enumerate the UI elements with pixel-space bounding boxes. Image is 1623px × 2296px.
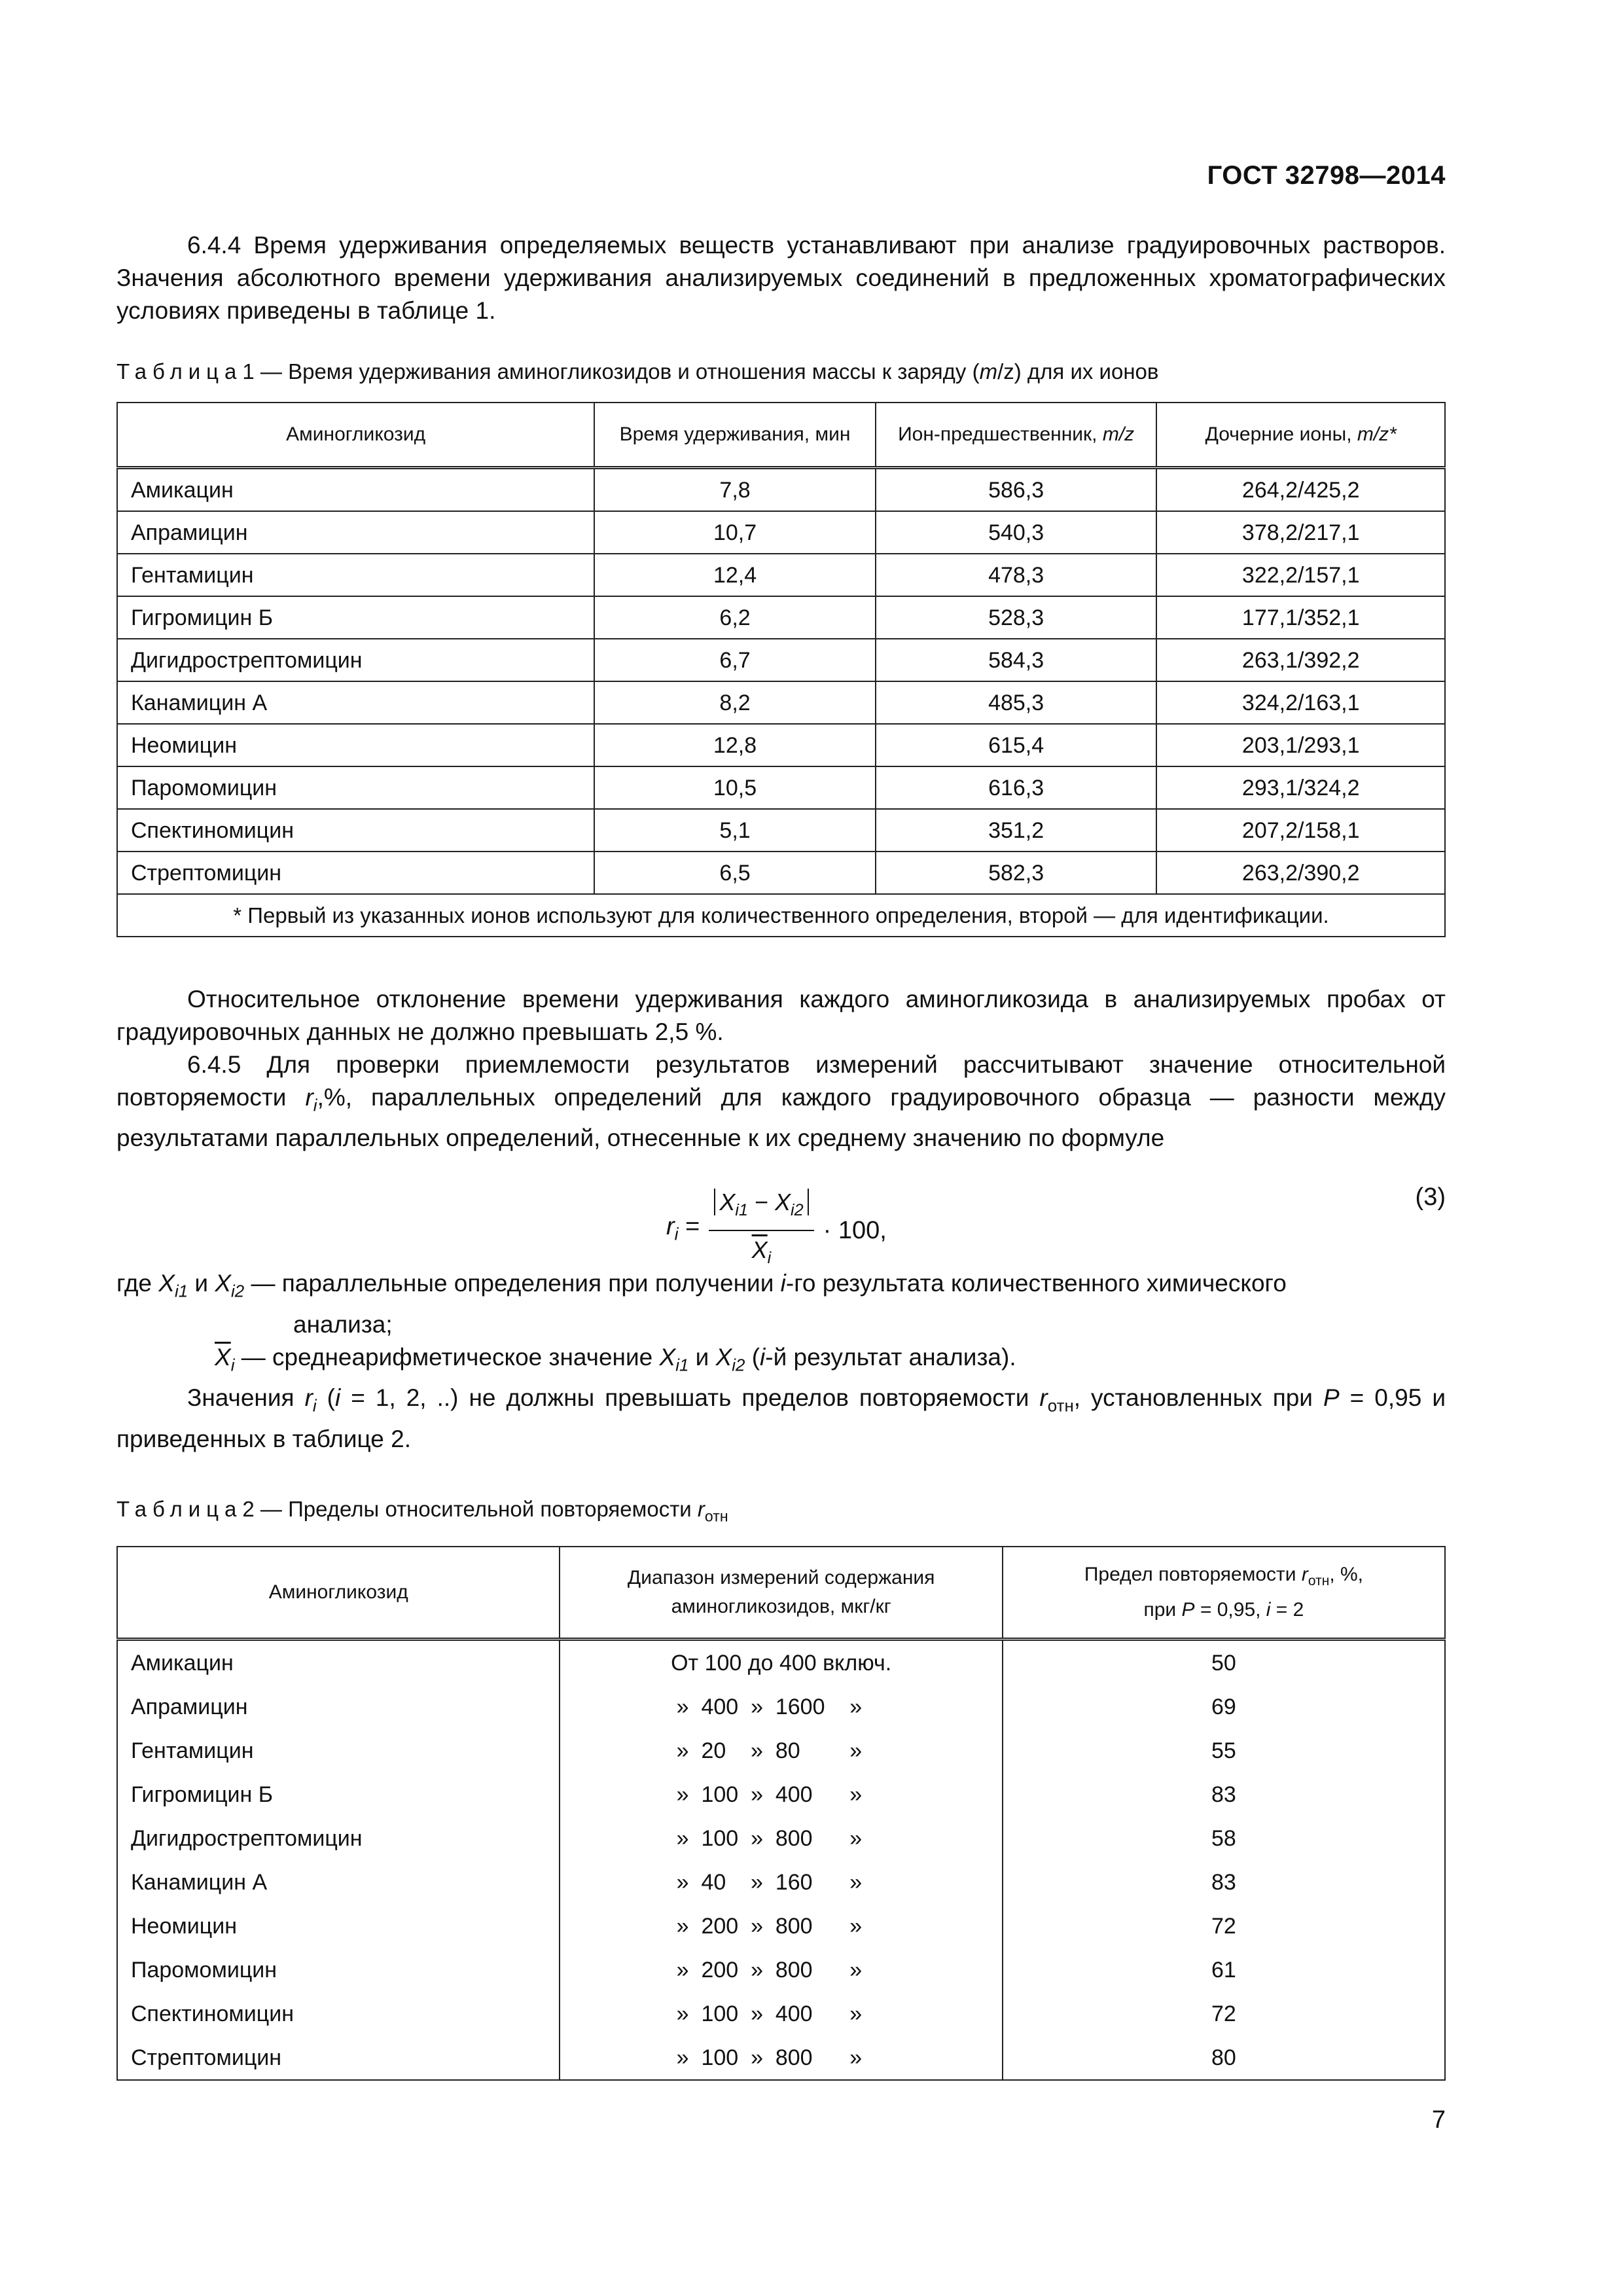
cell-range xyxy=(560,1772,1002,1816)
formula xyxy=(666,1186,887,1274)
cell-range xyxy=(560,1948,1002,1992)
t2-header-limit-line2-b: = 0,95, xyxy=(1194,1599,1266,1621)
limits-d: , установленных при xyxy=(1073,1384,1323,1412)
table-row xyxy=(117,1904,1445,1948)
t2-header-limit-r: r xyxy=(1301,1564,1308,1586)
where-desc2-x2: X xyxy=(715,1343,732,1371)
table-row xyxy=(117,1992,1445,2036)
where-line-2: анализа; xyxy=(293,1310,393,1338)
formula-times: · 100, xyxy=(823,1216,887,1244)
table-row xyxy=(117,1685,1445,1729)
cell-range xyxy=(560,1685,1002,1729)
t2-header-limit-a: Предел повторяемости xyxy=(1084,1564,1302,1586)
cell-limit: 58 xyxy=(1003,1816,1445,1860)
cell-limit: 55 xyxy=(1003,1729,1445,1772)
cell-time: 12,8 xyxy=(594,724,876,766)
cell-name: Апрамицин xyxy=(117,1685,560,1729)
t2-header-limit-line2-c: = 2 xyxy=(1270,1599,1304,1621)
where-desc2-paren-b: -й результат анализа). xyxy=(765,1343,1016,1371)
where-mean-sub: i xyxy=(230,1356,235,1375)
repeatability-text-b: ,%, параллельных определений для каждого градуировочного образца — разности между результатами параллельных определений, отнесенные к их среднему значению по формуле xyxy=(116,1084,1446,1152)
header-daughter-ions xyxy=(1156,403,1445,468)
formula-mean-x: $\overline{X}$ xyxy=(751,1236,768,1263)
cell-range-text: » 100 » 800 » xyxy=(676,2045,863,2070)
cell-range-text: » 100 » 800 » xyxy=(676,1825,863,1851)
cell-time: 6,5 xyxy=(594,852,876,894)
cell-range-text: » 100 » 400 » xyxy=(676,1782,863,1807)
table2-caption-text: — Пределы относительной повторяемости xyxy=(254,1496,698,1521)
cell-name: Гигромицин Б xyxy=(117,1772,560,1816)
repeatability-r: r xyxy=(305,1084,313,1111)
table-row xyxy=(117,511,1445,554)
cell-name: Апрамицин xyxy=(117,511,594,554)
cell-limit: 80 xyxy=(1003,2036,1445,2080)
cell-limit: 83 xyxy=(1003,1860,1445,1904)
cell-limit: 83 xyxy=(1003,1772,1445,1816)
cell-daughter: 293,1/324,2 xyxy=(1156,766,1445,809)
table-row xyxy=(117,809,1445,852)
cell-daughter: 203,1/293,1 xyxy=(1156,724,1445,766)
cell-time: 6,7 xyxy=(594,639,876,681)
limits-r: r xyxy=(304,1384,313,1412)
header-precursor-label: Ион-предшественник, xyxy=(898,423,1103,445)
cell-limit: 72 xyxy=(1003,1992,1445,2036)
cell-name: Гентамицин xyxy=(117,1729,560,1772)
limits-table-header xyxy=(117,1547,1445,1640)
cell-name: Дигидрострептомицин xyxy=(117,1816,560,1860)
formula-numerator xyxy=(709,1186,813,1230)
table-footnote-row xyxy=(117,894,1445,937)
where-x1-sub: i1 xyxy=(174,1282,188,1301)
t2-header-limit-sub: отн xyxy=(1308,1573,1330,1589)
t2-header-limit-i: i xyxy=(1266,1599,1271,1621)
cell-precursor: 351,2 xyxy=(876,809,1157,852)
cell-limit: 50 xyxy=(1003,1640,1445,1685)
table-row xyxy=(117,1948,1445,1992)
repeatability-r-sub: i xyxy=(313,1096,317,1115)
cell-range xyxy=(560,1992,1002,2036)
cell-precursor: 485,3 xyxy=(876,681,1157,724)
cell-time: 10,5 xyxy=(594,766,876,809)
table-row xyxy=(117,681,1445,724)
t2-header-range-line2: аминогликозидов, мкг/кг xyxy=(671,1596,891,1618)
intro-paragraph: 6.4.4 Время удерживания определяемых веществ устанавливают при анализе градуировочных растворов. Значения абсолютного времени удерживания анализируемых соединений в предложенных хроматографических условиях приведены в таблице 1. xyxy=(116,232,1446,324)
cell-range-text: » 200 » 800 » xyxy=(676,1913,863,1939)
limits-e: = 0,95 и приведенных в таблице 2. xyxy=(116,1384,1446,1452)
where-desc2-a: — среднеарифметическое значение xyxy=(234,1343,660,1371)
where-desc1-b: -го результата количественного химического xyxy=(785,1270,1287,1297)
cell-precursor: 616,3 xyxy=(876,766,1157,809)
t2-header-limit xyxy=(1003,1547,1445,1640)
cell-daughter: 322,2/157,1 xyxy=(1156,554,1445,596)
header-precursor-ion xyxy=(876,403,1157,468)
table-row xyxy=(117,596,1445,639)
deviation-paragraph: Относительное отклонение времени удерживания каждого аминогликозида в анализируемых пробах от градуировочных данных не должно превышать 2,5 %. xyxy=(116,986,1446,1045)
cell-precursor: 584,3 xyxy=(876,639,1157,681)
cell-precursor: 582,3 xyxy=(876,852,1157,894)
table1-caption-text-b: /z) для их ионов xyxy=(997,359,1159,384)
t2-header-limit-b: , %, xyxy=(1329,1564,1363,1586)
where-x2: X xyxy=(215,1270,232,1297)
retention-table xyxy=(116,402,1446,937)
cell-precursor: 586,3 xyxy=(876,468,1157,512)
cell-range-text: » 200 » 800 » xyxy=(676,1957,863,1982)
where-block xyxy=(116,1267,1446,1382)
formula-r-sub: i xyxy=(674,1224,679,1244)
formula-x1-sub: i1 xyxy=(735,1201,748,1220)
limits-paragraph xyxy=(116,1382,1446,1455)
where-desc2-i: i xyxy=(760,1343,766,1371)
table-row xyxy=(117,1816,1445,1860)
cell-precursor: 540,3 xyxy=(876,511,1157,554)
where-desc2-x1-sub: i1 xyxy=(675,1356,689,1375)
formula-x2: X xyxy=(774,1189,791,1216)
t2-header-range-line1: Диапазон измерений содержания xyxy=(627,1567,935,1589)
cell-name: Паромомицин xyxy=(117,1948,560,1992)
formula-r: r xyxy=(666,1212,675,1240)
table2-caption xyxy=(116,1496,1446,1530)
table-row xyxy=(117,468,1445,512)
cell-name: Спектиномицин xyxy=(117,1992,560,2036)
t2-header-limit-p: P xyxy=(1181,1599,1195,1621)
repeatability-limits-table xyxy=(116,1546,1446,2081)
cell-time: 5,1 xyxy=(594,809,876,852)
cell-name: Гентамицин xyxy=(117,554,594,596)
table-row xyxy=(117,1772,1445,1816)
cell-range xyxy=(560,1860,1002,1904)
page-content xyxy=(116,229,1446,2081)
cell-name: Стрептомицин xyxy=(117,2036,560,2080)
where-line-1 xyxy=(116,1267,1446,1308)
where-x2-sub: i2 xyxy=(231,1282,245,1301)
cell-range-text: » 40 » 160 » xyxy=(676,1869,863,1895)
cell-time: 8,2 xyxy=(594,681,876,724)
cell-range-text: » 400 » 1600 » xyxy=(676,1694,863,1719)
table-row xyxy=(117,1860,1445,1904)
cell-precursor: 528,3 xyxy=(876,596,1157,639)
formula-mean-sub: i xyxy=(767,1248,772,1267)
cell-range xyxy=(560,1640,1002,1685)
cell-range xyxy=(560,2036,1002,2080)
formula-number: (3) xyxy=(1415,1183,1446,1211)
formula-lhs xyxy=(666,1210,700,1251)
table-footnote: * Первый из указанных ионов используют для количественного определения, второй — для идентификации. xyxy=(117,894,1445,937)
where-mean-x: $\overline{X}$ xyxy=(215,1343,231,1371)
table2-caption-number: 2 xyxy=(242,1496,255,1521)
cell-range-text: » 100 » 400 » xyxy=(676,2001,863,2026)
cell-name: Неомицин xyxy=(117,724,594,766)
cell-name: Паромомицин xyxy=(117,766,594,809)
cell-daughter: 263,2/390,2 xyxy=(1156,852,1445,894)
table-row xyxy=(117,724,1445,766)
table-row xyxy=(117,852,1445,894)
page-number: 7 xyxy=(1431,2106,1446,2134)
table-row xyxy=(117,2036,1445,2080)
cell-name: Стрептомицин xyxy=(117,852,594,894)
table1-caption xyxy=(116,359,1446,385)
header-aminoglycoside: Аминогликозид xyxy=(117,403,594,468)
table-row xyxy=(117,1729,1445,1772)
header-daughter-label: Дочерние ионы, xyxy=(1205,423,1357,445)
formula-fraction xyxy=(709,1186,813,1274)
cell-name: Канамицин А xyxy=(117,681,594,724)
limits-r-sub: i xyxy=(312,1397,317,1416)
table1-caption-number: 1 xyxy=(242,359,255,384)
table2-caption-r: r xyxy=(697,1496,705,1521)
cell-time: 6,2 xyxy=(594,596,876,639)
table-row xyxy=(117,554,1445,596)
cell-range xyxy=(560,1816,1002,1860)
formula-minus: − xyxy=(747,1189,775,1216)
cell-daughter: 324,2/163,1 xyxy=(1156,681,1445,724)
table-row xyxy=(117,1640,1445,1685)
cell-time: 12,4 xyxy=(594,554,876,596)
table1-caption-text-a: — Время удерживания аминогликозидов и отношения массы к заряду ( xyxy=(254,359,980,384)
table2-caption-sub: отн xyxy=(704,1507,728,1525)
limits-c: = 1, 2, ..) не должны превышать пределов повторяемости xyxy=(340,1384,1040,1412)
formula-block xyxy=(116,1181,1446,1267)
cell-range xyxy=(560,1729,1002,1772)
limits-a: Значения xyxy=(187,1384,305,1412)
formula-x1: X xyxy=(719,1189,736,1216)
table-row xyxy=(117,766,1445,809)
where-desc1-i: i xyxy=(780,1270,786,1297)
cell-name: Неомицин xyxy=(117,1904,560,1948)
cell-range-text: » 20 » 80 » xyxy=(676,1738,863,1763)
cell-name: Спектиномицин xyxy=(117,809,594,852)
cell-limit: 69 xyxy=(1003,1685,1445,1729)
where-line-3 xyxy=(116,1341,1446,1382)
cell-limit: 61 xyxy=(1003,1948,1445,1992)
where-desc2-paren-a: ( xyxy=(745,1343,760,1371)
t2-header-aminoglycoside: Аминогликозид xyxy=(117,1547,560,1640)
cell-name: Канамицин А xyxy=(117,1860,560,1904)
t2-header-limit-line2-a: при xyxy=(1143,1599,1182,1621)
cell-name: Амикацин xyxy=(117,468,594,512)
cell-limit: 72 xyxy=(1003,1904,1445,1948)
repeatability-paragraph xyxy=(116,1049,1446,1155)
header-precursor-unit: m/z xyxy=(1102,423,1135,445)
cell-time: 10,7 xyxy=(594,511,876,554)
where-desc2-and: и xyxy=(688,1343,716,1371)
limits-sub: отн xyxy=(1047,1397,1074,1416)
limits-p: P xyxy=(1323,1384,1340,1412)
t2-header-range xyxy=(560,1547,1002,1640)
limits-i: i xyxy=(335,1384,341,1412)
cell-daughter: 263,1/392,2 xyxy=(1156,639,1445,681)
table-row xyxy=(117,639,1445,681)
table1-caption-m: m xyxy=(979,359,998,384)
where-desc1-a: — параллельные определения при получении xyxy=(244,1270,781,1297)
limits-b: ( xyxy=(316,1384,335,1412)
cell-daughter: 177,1/352,1 xyxy=(1156,596,1445,639)
header-retention-time: Время удерживания, мин xyxy=(594,403,876,468)
table2-caption-label: Таблица xyxy=(116,1496,243,1521)
where-desc2-x2-sub: i2 xyxy=(732,1356,745,1375)
header-daughter-unit: m/z* xyxy=(1357,423,1397,445)
formula-abs xyxy=(714,1189,808,1220)
cell-daughter: 207,2/158,1 xyxy=(1156,809,1445,852)
where-desc2-x1: X xyxy=(659,1343,676,1371)
cell-precursor: 615,4 xyxy=(876,724,1157,766)
cell-name: Гигромицин Б xyxy=(117,596,594,639)
where-prefix: где xyxy=(116,1270,159,1297)
repeatability-text-a: 6.4.5 Для проверки приемлемости результатов измерений рассчитывают значение относительной повторяемости xyxy=(116,1051,1446,1111)
document-code: ГОСТ 32798—2014 xyxy=(1207,161,1446,190)
cell-range-text: От 100 до 400 включ. xyxy=(671,1650,892,1676)
where-and: и xyxy=(188,1270,215,1297)
cell-range xyxy=(560,1904,1002,1948)
cell-time: 7,8 xyxy=(594,468,876,512)
cell-name: Амикацин xyxy=(117,1640,560,1685)
cell-daughter: 378,2/217,1 xyxy=(1156,511,1445,554)
retention-table-header xyxy=(117,403,1445,468)
limits-r2: r xyxy=(1039,1384,1048,1412)
formula-x2-sub: i2 xyxy=(791,1201,804,1220)
cell-daughter: 264,2/425,2 xyxy=(1156,468,1445,512)
where-x1: X xyxy=(158,1270,175,1297)
formula-equals: = xyxy=(678,1212,700,1240)
table1-caption-label: Таблица xyxy=(116,359,243,384)
cell-name: Дигидрострептомицин xyxy=(117,639,594,681)
cell-precursor: 478,3 xyxy=(876,554,1157,596)
